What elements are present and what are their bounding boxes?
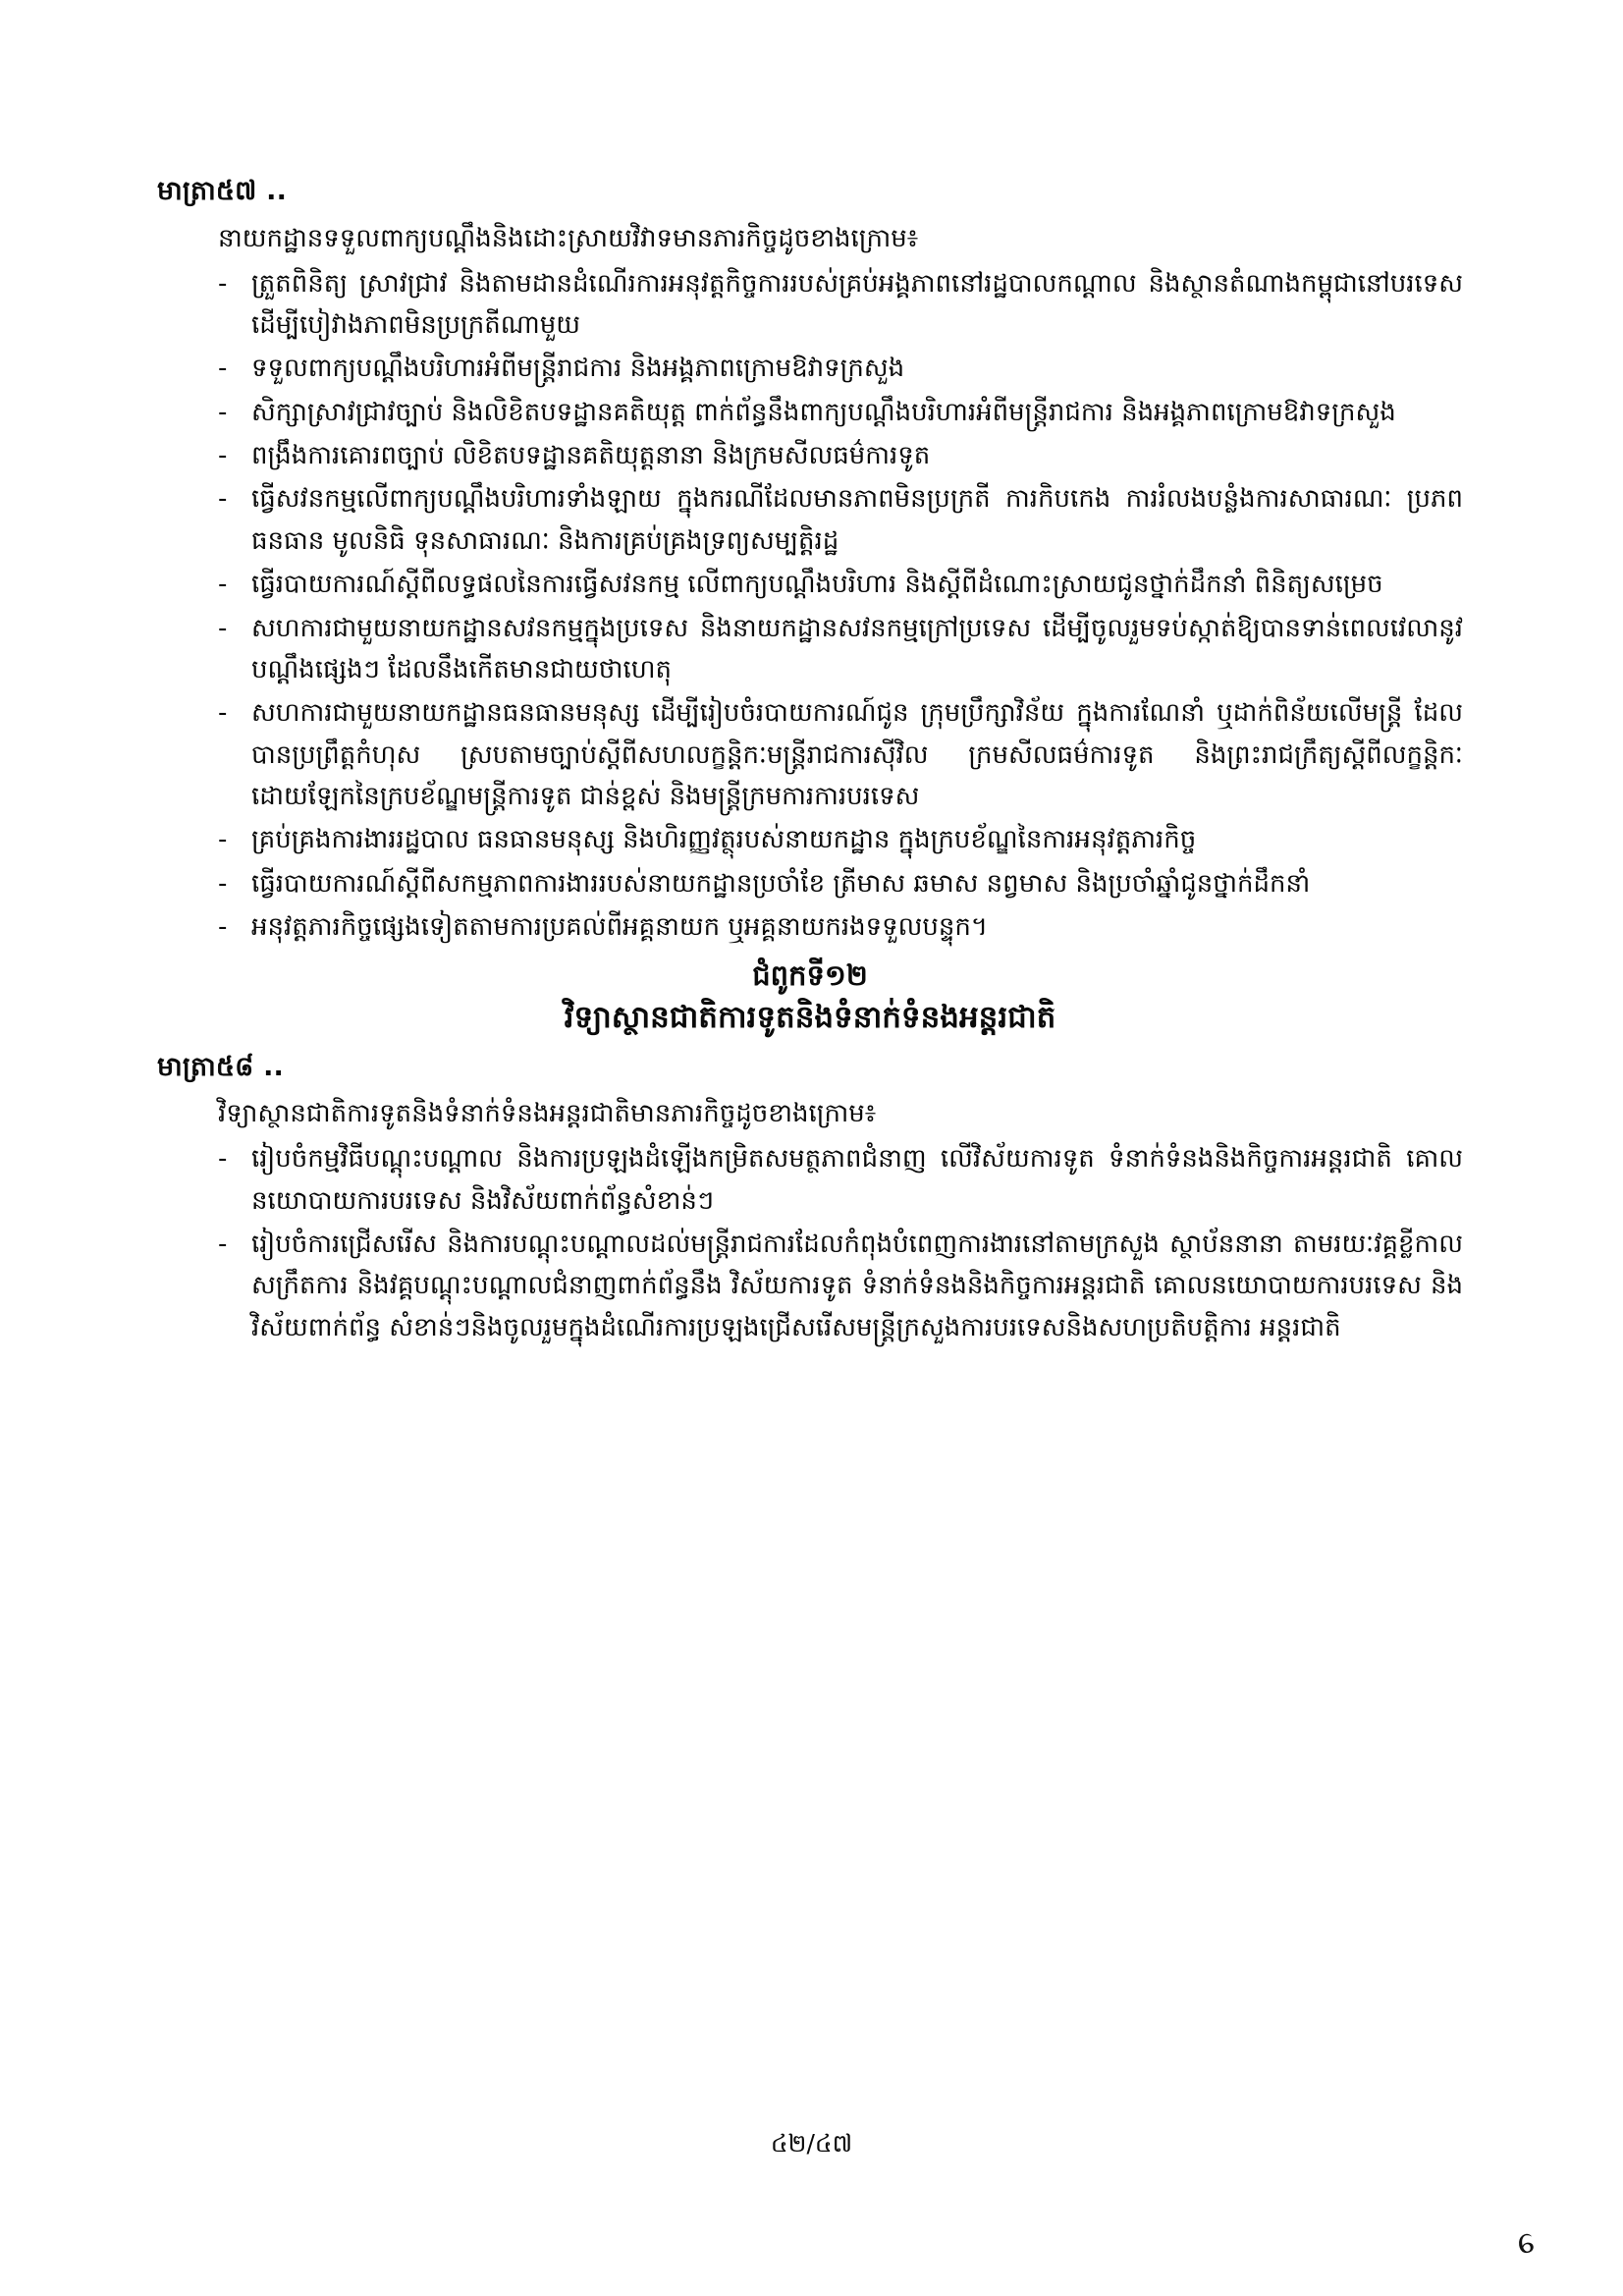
list-item [218, 392, 1463, 433]
list-item-text: អនុវត្តភារកិច្ចផ្សេងទៀតតាមការប្រគល់ពីអគ្គនាយក ឬអគ្គនាយករងទទួលបន្ទុក។ [251, 912, 989, 943]
list-item [218, 863, 1463, 904]
list-item-text: ធ្វើរបាយការណ៍ស្ដីពីលទ្ធផលនៃការធ្វើសវនកម្ម លើពាក្យបណ្ដឹងបរិហារ និងស្ដីពីដំណោះស្រាយជូនថ្នាក់ដឹកនាំ ពិនិត្យសម្រេច [251, 570, 1383, 600]
list-item-text: ធ្វើសវនកម្មលើពាក្យបណ្ដឹងបរិហារទាំងឡាយ ក្នុងករណីដែលមានភាពមិនប្រក្រតី ការកិបកេង ការរំលងបន្លំងការសាធារណៈ ប្រភពធនធាន មូលនិធិ ទុនសាធារណៈ និងការគ្រប់គ្រងទ្រព្យសម្បត្តិរដ្ឋ [251, 484, 1463, 556]
list-dash: - [218, 484, 228, 515]
article-57-lead: នាយកដ្ឋានទទួលពាក្យបណ្ដឹងនិងដោះស្រាយវិវាទមានភារកិច្ចដូចខាងក្រោម៖ [218, 223, 919, 253]
list-item-text: សហការជាមួយនាយកដ្ឋានធនធានមនុស្ស ដើម្បីរៀបចំរបាយការណ៍ជូន ក្រុមប្រឹក្សាវិន័យ ក្នុងការណែនាំ ឬដាក់ពិន័យលើមន្ត្រី ដែលបានប្រព្រឹត្តកំហុស ស្របតាមច្បាប់ស្ដីពីសហលក្ខន្តិកៈមន្ត្រីរាជការស៊ីវិល ក្រមសីលធម៌ការទូត និងព្រះរាជក្រឹត្យស្ដីពីលក្ខន្តិកៈដោយឡែកនៃក្របខ័ណ្ឌមន្ត្រីការទូត ជាន់ខ្ពស់ និងមន្ត្រីក្រមការការបរទេស [251, 698, 1463, 812]
list-dash: - [218, 1229, 228, 1259]
list-item-text: ពង្រឹងការគោរពច្បាប់ លិខិតបទដ្ឋានគតិយុត្តនានា និងក្រមសីលធម៌ការទូត [251, 441, 931, 471]
handwritten-corner-mark: ᧈ [1514, 2216, 1538, 2265]
list-item-text: សិក្សាស្រាវជ្រាវច្បាប់ និងលិខិតបទដ្ឋានគតិយុត្ត ពាក់ព័ន្ធនឹងពាក្យបណ្ដឹងបរិហារអំពីមន្ត្រីរាជការ និងអង្គភាពក្រោមឱវាទក្រសួង [251, 397, 1396, 427]
list-item [218, 608, 1463, 691]
list-item-text: គ្រប់គ្រងការងាររដ្ឋបាល ធនធានមនុស្ស និងហិរញ្ញវត្ថុរបស់នាយកដ្ឋាន ក្នុងក្របខ័ណ្ឌនៃការអនុវត្តភារកិច្ច [251, 825, 1197, 855]
page-footer [0, 2129, 1623, 2164]
list-item-text: ទទួលពាក្យបណ្ដឹងបរិហារអំពីមន្ត្រីរាជការ និងអង្គភាពក្រោមឱវាទក្រសួង [251, 354, 905, 384]
list-dash: - [218, 698, 228, 729]
list-dash: - [218, 1144, 228, 1175]
article-58-section [157, 1048, 1463, 1348]
page-number: ៤២/៤៧ [770, 2129, 853, 2158]
list-item-text: ធ្វើរបាយការណ៍ស្ដីពីសកម្មភាពការងាររបស់នាយកដ្ឋានប្រចាំខែ ត្រីមាស ឆមាស នព្វមាស និងប្រចាំឆ្នាំជូនថ្នាក់ដឹកនាំ [251, 868, 1311, 899]
list-item [218, 1138, 1463, 1222]
chapter-number: ជំពូកទី១២ [752, 957, 868, 992]
list-item [218, 819, 1463, 860]
list-item [218, 692, 1463, 817]
article-57-list [157, 263, 1463, 949]
list-dash: - [218, 868, 228, 899]
document-body [157, 172, 1463, 1350]
article-58-list [157, 1138, 1463, 1348]
list-dash: - [218, 268, 228, 299]
article-58-lead: វិទ្យាស្ថានជាតិការទូតនិងទំនាក់ទំនងអន្តរជាតិមានភារកិច្ចដូចខាងក្រោម៖ [218, 1099, 877, 1129]
chapter-heading [157, 955, 1463, 1040]
article-58-heading: មាត្រា៥៨ .. [157, 1051, 285, 1082]
list-dash: - [218, 825, 228, 855]
article-57-heading: មាត្រា៥៧ .. [157, 176, 288, 206]
list-dash: - [218, 613, 228, 643]
list-item [218, 263, 1463, 347]
list-item-text: សហការជាមួយនាយកដ្ឋានសវនកម្មក្នុងប្រទេស និងនាយកដ្ឋានសវនកម្មក្រៅប្រទេស ដើម្បីចូលរួមទប់ស្កាត់ឱ្យបានទាន់ពេលវេលានូវបណ្ដឹងផ្សេងៗ ដែលនឹងកើតមានជាយថាហេតុ [251, 613, 1463, 684]
chapter-title: វិទ្យាស្ថានជាតិការទូតនិងទំនាក់ទំនងអន្តរជាតិ [564, 999, 1056, 1035]
list-dash: - [218, 570, 228, 600]
list-dash: - [218, 397, 228, 427]
list-item [218, 564, 1463, 605]
list-item [218, 478, 1463, 562]
list-item [218, 348, 1463, 389]
list-item [218, 435, 1463, 476]
list-item [218, 1224, 1463, 1348]
list-item-text: រៀបចំការជ្រើសរើស និងការបណ្ដុះបណ្ដាលដល់មន្ត្រីរាជការដែលកំពុងបំពេញការងារនៅតាមក្រសួង ស្ថាប័ននានា តាមរយៈវគ្គខ្លីកាល សក្រឹតការ និងវគ្គបណ្ដុះបណ្ដាលជំនាញពាក់ព័ន្ធនឹង វិស័យការទូត ទំនាក់ទំនងនិងកិច្ចការអន្តរជាតិ គោលនយោបាយការបរទេស និងវិស័យពាក់ព័ន្ធ សំខាន់ៗនិងចូលរួមក្នុងដំណើរការប្រឡងជ្រើសរើសមន្ត្រីក្រសួងការបរទេសនិងសហប្រតិបត្តិការ អន្តរជាតិ [251, 1229, 1463, 1342]
list-item-text: ត្រួតពិនិត្យ ស្រាវជ្រាវ និងតាមដានដំណើរការអនុវត្តកិច្ចការរបស់គ្រប់អង្គភាពនៅរដ្ឋបាលកណ្ដាល និងស្ថានតំណាងកម្ពុជានៅបរទេស ដើម្បីបៀវាងភាពមិនប្រក្រតីណាមួយ [251, 268, 1463, 340]
list-item-text: រៀបចំកម្មវិធីបណ្ដុះបណ្ដាល និងការប្រឡងដំឡើងកម្រិតសមត្ថភាពជំនាញ លើវិស័យការទូត ទំនាក់ទំនងនិងកិច្ចការអន្តរជាតិ គោលនយោបាយការបរទេស និងវិស័យពាក់ព័ន្ធសំខាន់ៗ [251, 1144, 1463, 1216]
list-item [218, 906, 1463, 948]
list-dash: - [218, 354, 228, 384]
list-dash: - [218, 912, 228, 943]
list-dash: - [218, 441, 228, 471]
